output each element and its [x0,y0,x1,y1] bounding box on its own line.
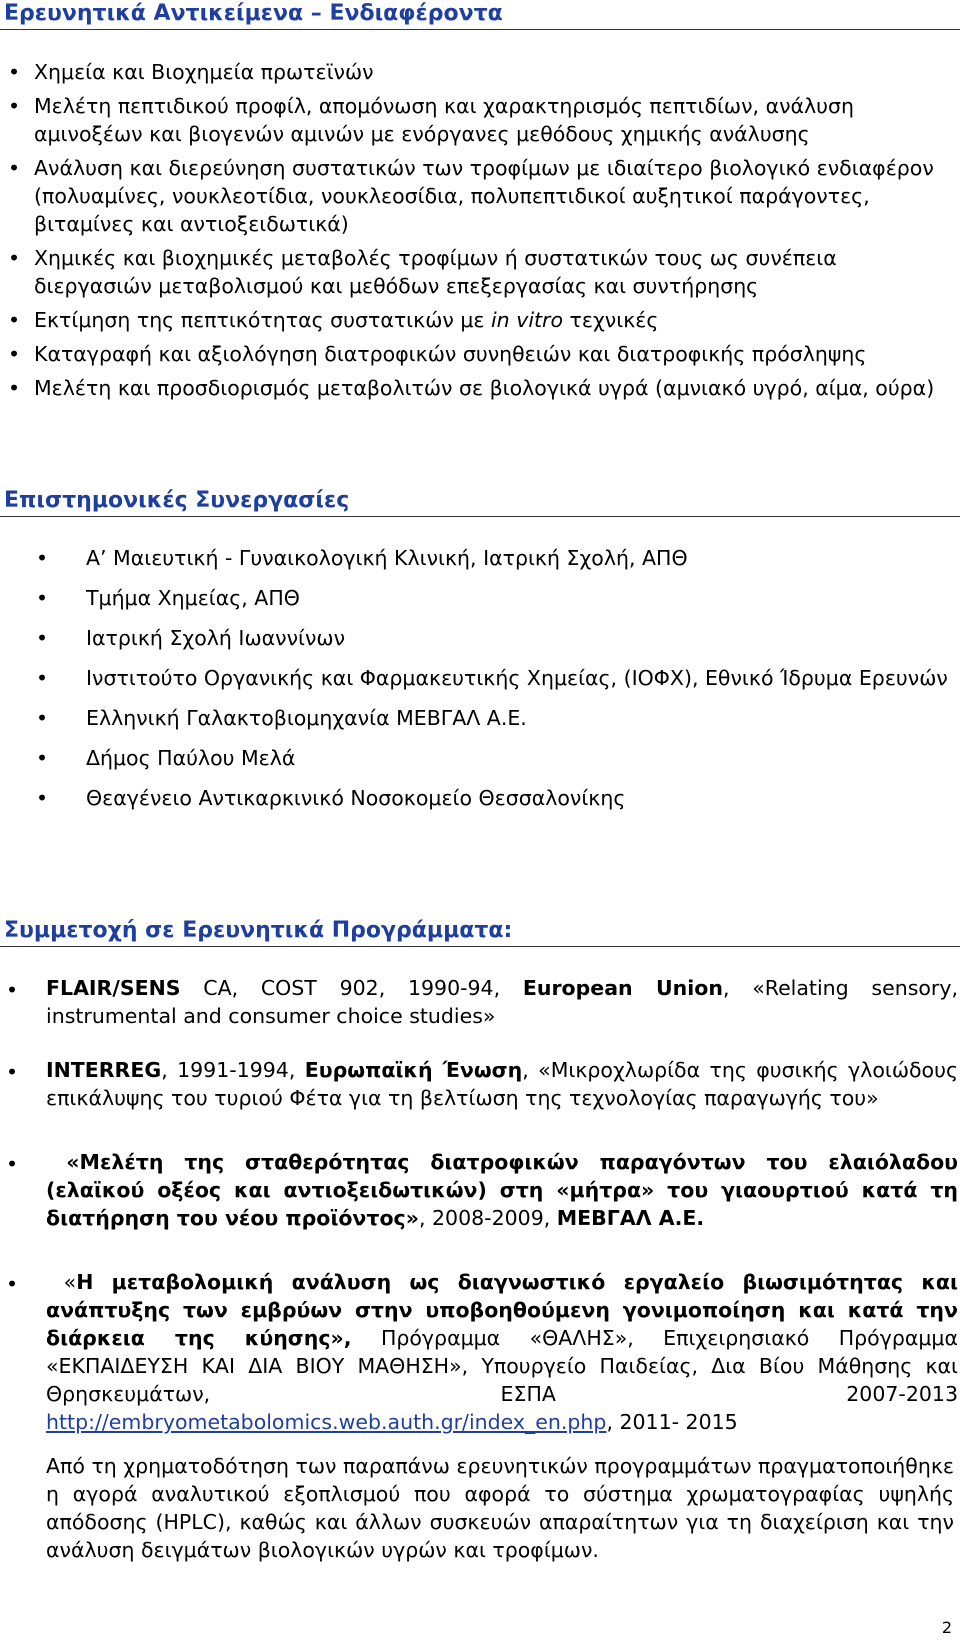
bullet: • [8,94,21,118]
bullet: • [6,1272,19,1296]
list-item: • Χημεία και Βιοχημεία πρωτεϊνών [8,60,374,84]
bullet: • [6,1060,19,1084]
list-item: • Ανάλυση και διερεύνηση συστατικών των τροφίμων με ιδιαίτερο βιολογικό ενδιαφέρον (πολυαμίνες, νουκλεοτίδια, νουκλεοσίδια, πολυπεπτιδικοί αυξητικοί παράγοντες, βιταμίνες και αντιοξειδωτικά) [8,156,934,236]
bullet: • [8,156,21,180]
list-item: • Καταγραφή και αξιολόγηση διατροφικών συνηθειών και διατροφικής πρόσληψης [8,342,867,366]
bullet: • [8,308,21,332]
research-programs-list [0,974,958,1462]
bullet: • [6,1152,19,1176]
list-item: • Ιατρική Σχολή Ιωαννίνων [36,626,346,650]
bullet: • [8,342,21,366]
project-website-link[interactable]: http://embryometabolomics.web.auth.gr/index_en.php [46,1410,607,1434]
bullet: • [8,60,21,84]
list-item: • Ελληνική Γαλακτοβιομηχανία ΜΕΒΓΑΛ Α.Ε. [36,706,527,730]
bullet: • [36,786,49,810]
list-item: • Ινστιτούτο Οργανικής και Φαρμακευτικής Χημείας, (ΙΟΦΧ), Εθνικό Ίδρυμα Ερευνών [36,666,948,690]
list-item: • Α’ Μαιευτική - Γυναικολογική Κλινική, Ιατρική Σχολή, ΑΠΘ [36,546,688,570]
list-item: • Εκτίμηση της πεπτικότητας συστατικών με in vitro τεχνικές [8,308,659,332]
section-title-research-programs: Συμμετοχή σε Ερευνητικά Προγράμματα: [0,918,960,947]
list-item: • Μελέτη και προσδιορισμός μεταβολιτών σε βιολογικά υγρά (αμνιακό υγρό, αίμα, ούρα) [8,376,935,400]
bullet: • [36,746,49,770]
collaborations-list [0,544,958,824]
bullet: • [36,546,49,570]
bullet: • [36,586,49,610]
program-item: • «Η μεταβολομική ανάλυση ως διαγνωστικό εργαλείο βιωσιμότητας και ανάπτυξης των εμβρύων στην υποβοηθούμενη γονιμοποίηση και κατά την διάρκεια της κύησης», Πρόγραμμα «ΘΑΛΗΣ», Επιχειρησιακό Πρόγραμμα «ΕΚΠΑΙΔΕΥΣΗ ΚΑΙ ΔΙΑ ΒΙΟΥ ΜΑΘΗΣΗ», Υπουργείο Παιδείας, Δια Βίου Μάθησης και Θρησκευμάτων, ΕΣΠΑ 2007-2013 http://embryometabolomics.web.auth.gr/index_en.php, 2011- 2015 [6,1270,958,1434]
bullet: • [6,978,19,1002]
list-item: • Χημικές και βιοχημικές μεταβολές τροφίμων ή συστατικών τους ως συνέπεια διεργασιών μεταβολισμού και μεθόδων επεξεργασίας και συντήρησης [8,246,837,298]
program-item: • FLAIR/SENS CA, COST 902, 1990-94, European Union, «Relating sensory, instrumental and consumer choice studies» [6,976,958,1028]
list-item: • Δήμος Παύλου Μελά [36,746,296,770]
program-item: • INTERREG, 1991-1994, Ευρωπαϊκή Ένωση, «Μικροχλωρίδα της φυσικής γλοιώδους επικάλυψης του τυριού Φέτα για τη βελτίωση της τεχνολογίας παραγωγής του» [6,1058,958,1110]
section-title-collaborations: Επιστημονικές Συνεργασίες [0,488,960,517]
research-interests-list [0,58,958,408]
page-number: 2 [941,1618,952,1637]
bullet: • [36,706,49,730]
bullet: • [36,626,49,650]
program-item: • «Μελέτη της σταθερότητας διατροφικών παραγόντων του ελαιόλαδου (ελαϊκού οξέος και αντιοξειδωτικών) στη «μήτρα» του γιαουρτιού κατά τη διατήρηση του νέου προϊόντος», 2008-2009, ΜΕΒΓΑΛ Α.Ε. [6,1150,958,1230]
funding-paragraph: Από τη χρηματοδότηση των παραπάνω ερευνητικών προγραμμάτων πραγματοποιήθηκε η αγορά αναλυτικού εξοπλισμού που αφορά το σύστημα χρωματογραφίας υψηλής απόδοσης (HPLC), καθώς και άλλων συσκευών απαραίτητων για τη διαχείριση και την ανάλυση δειγμάτων βιολογικών υγρών και τροφίμων. [46,1454,954,1562]
bullet: • [36,666,49,690]
list-item: • Τμήμα Χημείας, ΑΠΘ [36,586,300,610]
list-item: • Μελέτη πεπτιδικού προφίλ, απομόνωση και χαρακτηρισμός πεπτιδίων, ανάλυση αμινοξέων και βιογενών αμινών με ενόργανες μεθόδους χημικής ανάλυσης [8,94,855,146]
list-item: • Θεαγένειο Αντικαρκινικό Νοσοκομείο Θεσσαλονίκης [36,786,626,810]
section-title-research-interests: Ερευνητικά Αντικείμενα – Ενδιαφέροντα [0,1,960,30]
bullet: • [8,376,21,400]
bullet: • [8,246,21,270]
